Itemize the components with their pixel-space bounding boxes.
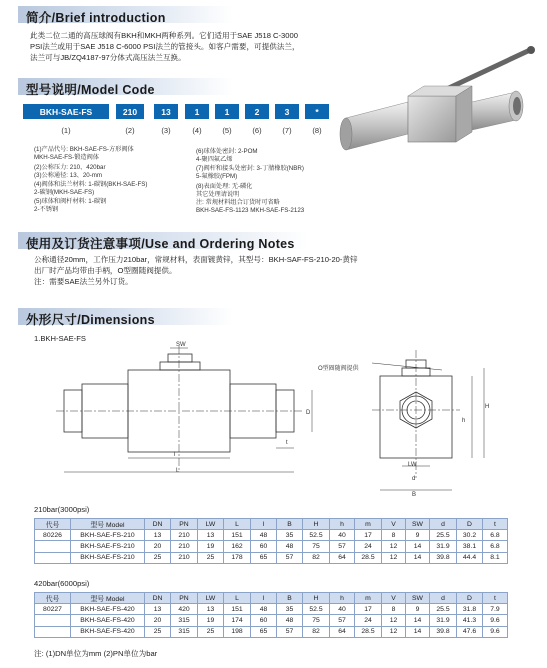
cell: 65 bbox=[251, 552, 277, 563]
cell: 48 bbox=[277, 615, 303, 626]
cell: 60 bbox=[251, 541, 277, 552]
cell: 80227 bbox=[35, 604, 71, 615]
note-right-1: (6)球体处密封: 2-POM bbox=[196, 148, 258, 155]
table-420bar bbox=[34, 592, 508, 638]
col-B: B bbox=[277, 519, 303, 530]
code-box-pressure: 210 bbox=[116, 104, 144, 119]
cell: 40 bbox=[330, 530, 355, 541]
col-model: 型号 Model bbox=[71, 519, 145, 530]
label-h: h bbox=[462, 418, 466, 424]
code-box-bore: 13 bbox=[154, 104, 178, 119]
cell: 47.6 bbox=[457, 626, 483, 637]
col-l: l bbox=[251, 519, 277, 530]
col-B: B bbox=[277, 593, 303, 604]
label-l: l bbox=[174, 452, 176, 458]
cell: 24 bbox=[355, 541, 382, 552]
cell: BKH-SAE-FS-210 bbox=[71, 530, 145, 541]
cell: 13 bbox=[198, 530, 224, 541]
cell: 48 bbox=[251, 604, 277, 615]
cell: 210 bbox=[171, 552, 198, 563]
col-pn: PN bbox=[171, 519, 198, 530]
usage-line-3: 注：需要SAE法兰另外订货。 bbox=[34, 277, 133, 286]
cell: 25 bbox=[145, 552, 171, 563]
note-left-3: (2)公称压力: 210、420bar bbox=[34, 164, 106, 171]
note-right-3: (7)阀杆和接头处密封: 3-丁腈橡胶(NBR) bbox=[196, 165, 304, 172]
label-t: t bbox=[286, 440, 288, 446]
cell: 82 bbox=[303, 552, 330, 563]
cell: 9 bbox=[406, 604, 430, 615]
label-d-side: D bbox=[306, 410, 311, 416]
cell: 25 bbox=[198, 626, 224, 637]
note-left-6: 2-碳钢(MKH-SAE-FS) bbox=[34, 189, 95, 196]
note-right-5: (8)表面处理: 无-磷化 bbox=[196, 183, 253, 190]
cell bbox=[35, 552, 71, 563]
cell: 9 bbox=[406, 530, 430, 541]
code-index-6: (6) bbox=[252, 126, 262, 135]
note-left-5: (4)阀体和法兰材料: 1-碳钢(BKH-SAE-FS) bbox=[34, 181, 148, 188]
code-box-ball-seal: 2 bbox=[245, 104, 269, 119]
cell: 9.6 bbox=[483, 615, 508, 626]
table2-caption: 420bar(6000psi) bbox=[34, 579, 90, 588]
note-left-1: (1)产品代号: BKH-SAE-FS-方形阀体 bbox=[34, 146, 134, 153]
cell: 9.6 bbox=[483, 626, 508, 637]
code-index-7: (7) bbox=[282, 126, 292, 135]
cell: 20 bbox=[145, 615, 171, 626]
cell: 19 bbox=[198, 541, 224, 552]
cell: 210 bbox=[171, 541, 198, 552]
cell: 12 bbox=[382, 615, 406, 626]
col-h: h bbox=[330, 593, 355, 604]
cell: 14 bbox=[406, 552, 430, 563]
code-index-2: (2) bbox=[125, 126, 135, 135]
cell: 8 bbox=[382, 604, 406, 615]
cell: 31.9 bbox=[430, 615, 457, 626]
col-pn: PN bbox=[171, 593, 198, 604]
cell: 38.1 bbox=[457, 541, 483, 552]
table-row bbox=[35, 552, 508, 563]
table-row bbox=[35, 626, 508, 637]
cell: 40 bbox=[330, 604, 355, 615]
col-d: d bbox=[430, 593, 457, 604]
cell: 60 bbox=[251, 615, 277, 626]
label-lw: LW bbox=[408, 462, 417, 468]
cell: 25 bbox=[198, 552, 224, 563]
col-m: m bbox=[355, 593, 382, 604]
code-index-1: (1) bbox=[61, 126, 71, 135]
cell: 28.5 bbox=[355, 552, 382, 563]
cell: 12 bbox=[382, 541, 406, 552]
cell: 57 bbox=[277, 552, 303, 563]
cell: 39.8 bbox=[430, 626, 457, 637]
cell: 20 bbox=[145, 541, 171, 552]
label-sw: SW bbox=[176, 342, 186, 348]
col-lw: LW bbox=[198, 519, 224, 530]
cell: 44.4 bbox=[457, 552, 483, 563]
cell: 151 bbox=[224, 530, 251, 541]
cell: 315 bbox=[171, 626, 198, 637]
col-code: 代号 bbox=[35, 593, 71, 604]
cell: 82 bbox=[303, 626, 330, 637]
usage-line-1: 公称通径20mm，工作压力210bar，常规材料，表面镀黄锌，其型号：BKH-SAF-FS-210-20-黄锌 bbox=[34, 255, 358, 264]
code-box-body-material: 1 bbox=[185, 104, 209, 119]
col-l: l bbox=[251, 593, 277, 604]
cell: 8.1 bbox=[483, 552, 508, 563]
cell: 174 bbox=[224, 615, 251, 626]
cell: 198 bbox=[224, 626, 251, 637]
col-t: t bbox=[483, 593, 508, 604]
cell: 151 bbox=[224, 604, 251, 615]
cell: 25.5 bbox=[430, 530, 457, 541]
cell: 6.8 bbox=[483, 530, 508, 541]
note-left-2: MKH-SAE-FS-锻造阀体 bbox=[34, 154, 99, 161]
col-model: 型号 Model bbox=[71, 593, 145, 604]
cell: 13 bbox=[145, 530, 171, 541]
cell: 420 bbox=[171, 604, 198, 615]
label-L: L bbox=[176, 468, 180, 474]
cell: 17 bbox=[355, 604, 382, 615]
front-view-drawing bbox=[372, 340, 532, 500]
cell: 17 bbox=[355, 530, 382, 541]
table-row bbox=[35, 541, 508, 552]
intro-line-2: PSI法兰或用于SAE J518 C-6000 PSI法兰的管接头。如客户需要，可提供法兰， bbox=[30, 42, 300, 51]
col-D: D bbox=[457, 519, 483, 530]
table-210bar bbox=[34, 518, 508, 564]
intro-title: 简介/Brief introduction bbox=[26, 11, 166, 25]
cell: 52.5 bbox=[303, 604, 330, 615]
label-d-front: d bbox=[412, 476, 416, 482]
col-d: d bbox=[430, 519, 457, 530]
cell: 12 bbox=[382, 552, 406, 563]
note-left-4: (3)公称通径: 13、20-mm bbox=[34, 172, 103, 179]
intro-line-1: 此类二位二通的高压球阀有BKH和MKH两种系列。它们适用于SAE J518 C-3000 bbox=[30, 31, 298, 40]
cell: 65 bbox=[251, 626, 277, 637]
cell: 57 bbox=[330, 615, 355, 626]
note-right-7: 注: 常规材料组合订货时可省略 bbox=[196, 199, 280, 206]
table-header-row bbox=[35, 593, 508, 604]
cell: BKH-SAE-FS-420 bbox=[71, 615, 145, 626]
col-SW: SW bbox=[406, 593, 430, 604]
label-H: H bbox=[485, 404, 490, 410]
cell bbox=[35, 626, 71, 637]
col-L: L bbox=[224, 593, 251, 604]
cell: BKH-SAE-FS-210 bbox=[71, 541, 145, 552]
code-box-product: BKH-SAE-FS bbox=[23, 104, 109, 119]
cell: 75 bbox=[303, 541, 330, 552]
cell: 41.3 bbox=[457, 615, 483, 626]
col-dn: DN bbox=[145, 519, 171, 530]
model-title: 型号说明/Model Code bbox=[26, 83, 155, 97]
cell: 13 bbox=[145, 604, 171, 615]
cell: 75 bbox=[303, 615, 330, 626]
col-code: 代号 bbox=[35, 519, 71, 530]
col-H: H bbox=[303, 519, 330, 530]
table-row bbox=[35, 615, 508, 626]
cell: 315 bbox=[171, 615, 198, 626]
col-SW: SW bbox=[406, 519, 430, 530]
cell: 57 bbox=[277, 626, 303, 637]
cell: 35 bbox=[277, 604, 303, 615]
cell: 31.8 bbox=[457, 604, 483, 615]
ball-valve-photo bbox=[328, 46, 540, 164]
note-right-8: BKH-SAE-FS-1123 MKH-SAE-FS-2123 bbox=[196, 207, 305, 214]
col-h: h bbox=[330, 519, 355, 530]
cell: 31.9 bbox=[430, 541, 457, 552]
cell: 48 bbox=[277, 541, 303, 552]
cell: 14 bbox=[406, 615, 430, 626]
cell: 64 bbox=[330, 626, 355, 637]
cell bbox=[35, 541, 71, 552]
col-V: V bbox=[382, 519, 406, 530]
cell: 8 bbox=[382, 530, 406, 541]
usage-line-2: 出厂时产品均带由手柄，O型圈随阀提供。 bbox=[34, 266, 177, 275]
table-header-row bbox=[35, 519, 508, 530]
col-L: L bbox=[224, 519, 251, 530]
footnote: 注: (1)DN单位为mm (2)PN单位为bar bbox=[34, 649, 158, 658]
cell: 52.5 bbox=[303, 530, 330, 541]
cell: 25 bbox=[145, 626, 171, 637]
col-dn: DN bbox=[145, 593, 171, 604]
cell: BKH-SAE-FS-420 bbox=[71, 626, 145, 637]
code-index-4: (4) bbox=[192, 126, 202, 135]
code-box-stem-seal: 3 bbox=[275, 104, 299, 119]
cell: 6.8 bbox=[483, 541, 508, 552]
cell: 28.5 bbox=[355, 626, 382, 637]
code-box-ball-material: 1 bbox=[215, 104, 239, 119]
cell: 7.9 bbox=[483, 604, 508, 615]
table-row bbox=[35, 604, 508, 615]
cell: 80226 bbox=[35, 530, 71, 541]
code-index-3: (3) bbox=[161, 126, 171, 135]
code-index-5: (5) bbox=[222, 126, 232, 135]
cell: 210 bbox=[171, 530, 198, 541]
cell: BKH-SAE-FS-420 bbox=[71, 604, 145, 615]
side-view-drawing bbox=[20, 340, 340, 500]
note-right-6: 其它处理请说明 bbox=[196, 191, 240, 198]
table1-caption: 210bar(3000psi) bbox=[34, 505, 90, 514]
cell bbox=[35, 615, 71, 626]
col-D: D bbox=[457, 593, 483, 604]
code-box-surface: * bbox=[305, 104, 329, 119]
cell: 178 bbox=[224, 552, 251, 563]
usage-title: 使用及订货注意事项/Use and Ordering Notes bbox=[26, 237, 295, 251]
label-oring: O型圈随阀提供 bbox=[318, 366, 359, 372]
col-t: t bbox=[483, 519, 508, 530]
cell: 57 bbox=[330, 541, 355, 552]
table-row bbox=[35, 530, 508, 541]
cell: 13 bbox=[198, 604, 224, 615]
cell: 14 bbox=[406, 626, 430, 637]
cell: 24 bbox=[355, 615, 382, 626]
cell: BKH-SAE-FS-210 bbox=[71, 552, 145, 563]
cell: 35 bbox=[277, 530, 303, 541]
col-H: H bbox=[303, 593, 330, 604]
dimensions-subtitle: 1.BKH-SAE-FS bbox=[34, 334, 86, 343]
cell: 64 bbox=[330, 552, 355, 563]
label-B: B bbox=[412, 492, 417, 498]
cell: 39.8 bbox=[430, 552, 457, 563]
intro-line-3: 法兰可与JB/ZQ4187-97分体式高压法兰互换。 bbox=[30, 53, 186, 62]
dimensions-title: 外形尺寸/Dimensions bbox=[26, 313, 155, 327]
cell: 25.5 bbox=[430, 604, 457, 615]
cell: 48 bbox=[251, 530, 277, 541]
col-lw: LW bbox=[198, 593, 224, 604]
cell: 14 bbox=[406, 541, 430, 552]
note-right-4: 5-氟橡胶(FPM) bbox=[196, 173, 238, 180]
cell: 19 bbox=[198, 615, 224, 626]
note-right-2: 4-聚四氟乙烯 bbox=[196, 156, 233, 163]
col-V: V bbox=[382, 593, 406, 604]
note-left-8: 2-不锈钢 bbox=[34, 206, 59, 213]
code-index-8: (8) bbox=[312, 126, 322, 135]
cell: 12 bbox=[382, 626, 406, 637]
col-m: m bbox=[355, 519, 382, 530]
note-left-7: (5)球体和阀杆材料: 1-碳钢 bbox=[34, 198, 107, 205]
cell: 30.2 bbox=[457, 530, 483, 541]
cell: 162 bbox=[224, 541, 251, 552]
